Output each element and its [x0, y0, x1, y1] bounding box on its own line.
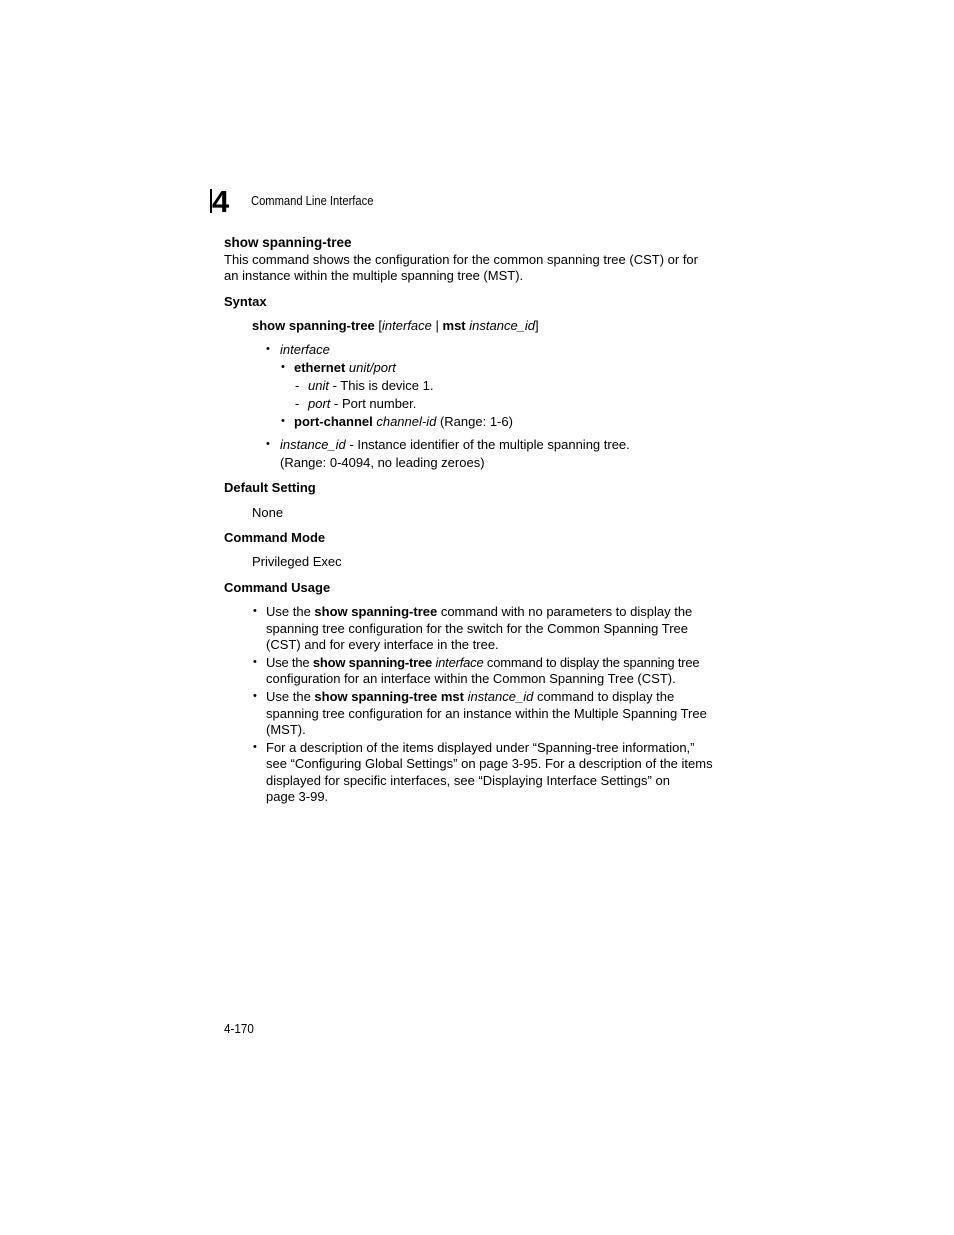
param-port-channel: port-channel channel-id (Range: 1-6): [294, 414, 513, 429]
bullet-icon: •: [266, 438, 270, 450]
dash-icon: -: [295, 378, 300, 393]
usage-item-2-line-2: configuration for an interface within the Common Spanning Tree (CST).: [266, 671, 676, 686]
syntax-line: show spanning-tree [interface | mst instance_id]: [252, 318, 539, 333]
param-interface: interface: [280, 342, 330, 357]
default-setting-heading: Default Setting: [224, 480, 316, 495]
description-line-2: an instance within the multiple spanning tree (MST).: [224, 268, 524, 283]
bullet-icon: •: [253, 690, 257, 702]
usage-item-4-line-2: see “Configuring Global Settings” on page 3-95. For a description of the items: [266, 756, 713, 771]
bullet-icon: •: [266, 343, 270, 355]
usage-item-4-line-1: For a description of the items displayed under “Spanning-tree information,”: [266, 740, 695, 755]
bullet-icon: •: [253, 741, 257, 753]
command-title: show spanning-tree: [224, 235, 352, 250]
usage-item-3-line-2: spanning tree configuration for an instance within the Multiple Spanning Tree: [266, 706, 707, 721]
dash-icon: -: [295, 396, 300, 411]
bullet-icon: •: [253, 656, 257, 668]
command-mode-value: Privileged Exec: [252, 554, 342, 569]
description-line-1: This command shows the configuration for the common spanning tree (CST) or for: [224, 252, 698, 267]
command-mode-heading: Command Mode: [224, 530, 326, 545]
bullet-icon: •: [281, 361, 285, 373]
usage-item-3-line-3: (MST).: [266, 722, 306, 737]
usage-item-4-line-4: page 3-99.: [266, 789, 329, 804]
default-setting-value: None: [252, 505, 284, 520]
chapter-number: 4: [212, 184, 230, 219]
usage-item-1-line-2: spanning tree configuration for the switch for the Common Spanning Tree: [266, 621, 689, 636]
usage-item-2-line-1: Use the show spanning-tree interface command to display the spanning tree: [266, 655, 700, 670]
syntax-heading: Syntax: [224, 294, 267, 309]
param-unit: unit - This is device 1.: [308, 378, 434, 393]
bullet-icon: •: [253, 605, 257, 617]
param-port: port - Port number.: [308, 396, 417, 411]
usage-item-1-line-3: (CST) and for every interface in the tree.: [266, 637, 499, 652]
param-ethernet: ethernet unit/port: [294, 360, 396, 375]
bullet-icon: •: [281, 415, 285, 427]
usage-item-3-line-1: Use the show spanning-tree mst instance_id command to display the: [266, 689, 675, 704]
page-number: 4-170: [224, 1021, 254, 1036]
param-instance-range: (Range: 0-4094, no leading zeroes): [280, 455, 485, 470]
param-instance-id: instance_id - Instance identifier of the multiple spanning tree.: [280, 437, 630, 452]
chapter-title: Command Line Interface: [251, 193, 374, 208]
usage-item-4-line-3: displayed for specific interfaces, see “Displaying Interface Settings” on: [266, 773, 670, 788]
usage-item-1-line-1: Use the show spanning-tree command with no parameters to display the: [266, 604, 693, 619]
command-usage-heading: Command Usage: [224, 580, 331, 595]
